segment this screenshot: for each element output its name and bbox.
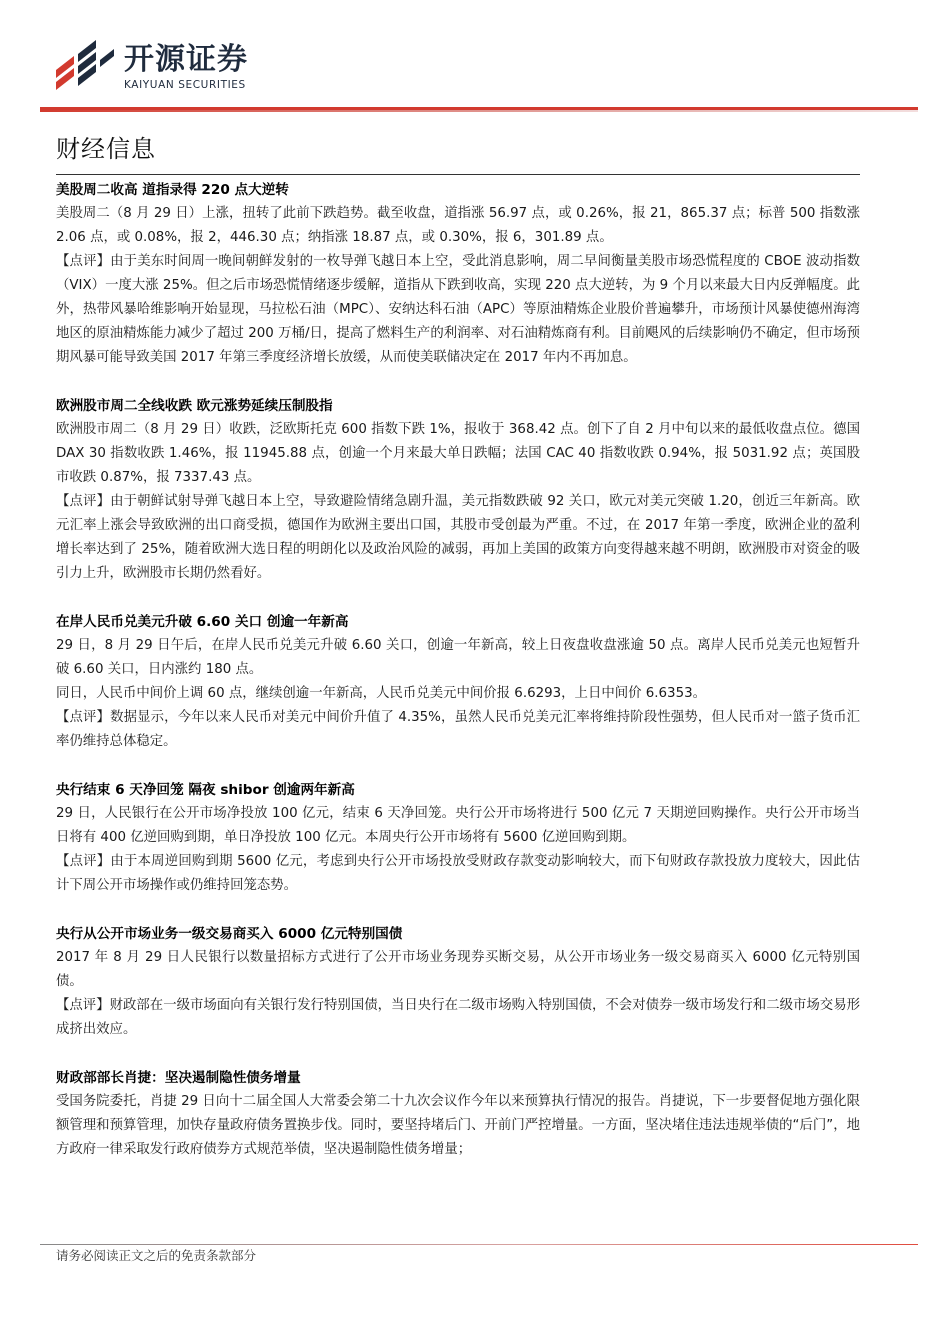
article-title: 美股周二收高 道指录得 220 点大逆转 (56, 182, 289, 198)
article-list (56, 178, 860, 1186)
article (56, 778, 860, 898)
article-title: 在岸人民币兑美元升破 6.60 关口 创逾一年新高 (56, 614, 349, 630)
article-comment: 【点评】数据显示，今年以来人民币对美元中间价升值了 4.35%，虽然人民币兑美元汇率将维持阶段性强势，但人民币对一篮子货币汇率仍维持总体稳定。 (56, 710, 860, 749)
kaiyuan-logo-icon (52, 40, 116, 92)
section-title: 财经信息 (56, 135, 156, 163)
section-title-rule (56, 174, 860, 175)
logo-text-cn: 开源证券 (124, 42, 248, 77)
article-paragraph: 29 日，人民银行在公开市场净投放 100 亿元，结束 6 天净回笼。央行公开市场将进行 500 亿元 7 天期逆回购操作。央行公开市场当日将有 400 亿逆回购到期，单日净投放 100 亿元。本周央行公开市场将有 5600 亿逆回购到期。 (56, 806, 860, 845)
article-paragraph: 29 日，8 月 29 日午后，在岸人民币兑美元升破 6.60 关口，创逾一年新高，较上日夜盘收盘涨逾 50 点。离岸人民币兑美元也短暂升破 6.60 关口，日内涨约 180 点。 (56, 638, 860, 677)
article (56, 922, 860, 1042)
article-comment: 【点评】由于朝鲜试射导弹飞越日本上空，导致避险情绪急剧升温，美元指数跌破 92 关口，欧元对美元突破 1.20，创近三年新高。欧元汇率上涨会导致欧洲的出口商受损，德国作为欧洲主要出口国，其股市受创最为严重。不过，在 2017 年第一季度，欧洲企业的盈利增长率达到了 25%，随着欧洲大选日程的明朗化以及政治风险的减弱，再加上美国的政策方向变得越来越不明朗，欧洲股市对资金的吸引力上升，欧洲股市长期仍然看好。 (56, 494, 860, 581)
footer-divider (40, 1244, 918, 1245)
article-comment: 【点评】由于美东时间周一晚间朝鲜发射的一枚导弹飞越日本上空，受此消息影响，周二早间衡量美股市场恐慌程度的 CBOE 波动指数（VIX）一度大涨 25%。但之后市场恐慌情绪逐步缓解，道指从下跌到收高，实现 220 点大逆转，为 9 个月以来最大日内反弹幅度。此外，热带风暴哈维影响开始显现，马拉松石油（MPC）、安纳达科石油（APC）等原油精炼企业股价普遍攀升，市场预计风暴使德州海湾地区的原油精炼能力减少了超过 200 万桶/日，提高了燃料生产的利润率、对石油精炼商有利。目前飓风的后续影响仍不确定，但市场预期风暴可能导致美国 2017 年第三季度经济增长放缓，从而使美联储决定在 2017 年内不再加息。 (56, 254, 860, 365)
article-paragraph: 欧洲股市周二（8 月 29 日）收跌，泛欧斯托克 600 指数下跌 1%，报收于 368.42 点。创下了自 2 月中旬以来的最低收盘点位。德国 DAX 30 指数收跌 1.46%，报 11945.88 点，创逾一个月来最大单日跌幅；法国 CAC 40 指数收跌 0.94%，报 5031.92 点；英国股市收跌 0.87%，报 7337.43 点。 (56, 422, 860, 485)
article-title: 央行从公开市场业务一级交易商买入 6000 亿元特别国债 (56, 926, 403, 942)
article-paragraph: 同日，人民币中间价上调 60 点，继续创逾一年新高，人民币兑美元中间价报 6.6293，上日中间价 6.6353。 (56, 686, 707, 701)
header-divider-gradient (40, 110, 918, 112)
page-header (0, 0, 950, 120)
article-comment: 【点评】由于本周逆回购到期 5600 亿元，考虑到央行公开市场投放受财政存款变动影响较大，而下旬财政存款投放力度较大，因此估计下周公开市场操作或仍维持回笼态势。 (56, 854, 860, 893)
article (56, 178, 860, 370)
article (56, 610, 860, 754)
article (56, 394, 860, 586)
article-title: 财政部部长肖捷：坚决遏制隐性债务增量 (56, 1070, 301, 1086)
article-title: 央行结束 6 天净回笼 隔夜 shibor 创逾两年新高 (56, 782, 355, 798)
article-paragraph: 2017 年 8 月 29 日人民银行以数量招标方式进行了公开市场业务现券买断交易，从公开市场业务一级交易商买入 6000 亿元特别国债。 (56, 950, 860, 989)
article-paragraph: 受国务院委托，肖捷 29 日向十二届全国人大常委会第二十九次会议作今年以来预算执行情况的报告。肖捷说，下一步要督促地方强化限额管理和预算管理，加快存量政府债务置换步伐。同时，要坚持堵后门、开前门严控增量。一方面，坚决堵住违法违规举债的“后门”，地方政府一律采取发行政府债券方式规范举债，坚决遏制隐性债务增量； (56, 1094, 860, 1157)
article (56, 1066, 860, 1162)
article-title: 欧洲股市周二全线收跌 欧元涨势延续压制股指 (56, 398, 333, 414)
footer-disclaimer: 请务必阅读正文之后的免责条款部分 (56, 1248, 257, 1263)
logo-text-en: KAIYUAN SECURITIES (124, 79, 246, 91)
article-paragraph: 美股周二（8 月 29 日）上涨，扭转了此前下跌趋势。截至收盘，道指涨 56.97 点，或 0.26%，报 21，865.37 点；标普 500 指数涨 2.06 点，或 0.08%，报 2，446.30 点；纳指涨 18.87 点，或 0.30%，报 6，301.89 点。 (56, 206, 860, 245)
article-comment: 【点评】财政部在一级市场面向有关银行发行特别国债，当日央行在二级市场购入特别国债，不会对债券一级市场发行和二级市场交易形成挤出效应。 (56, 998, 860, 1037)
